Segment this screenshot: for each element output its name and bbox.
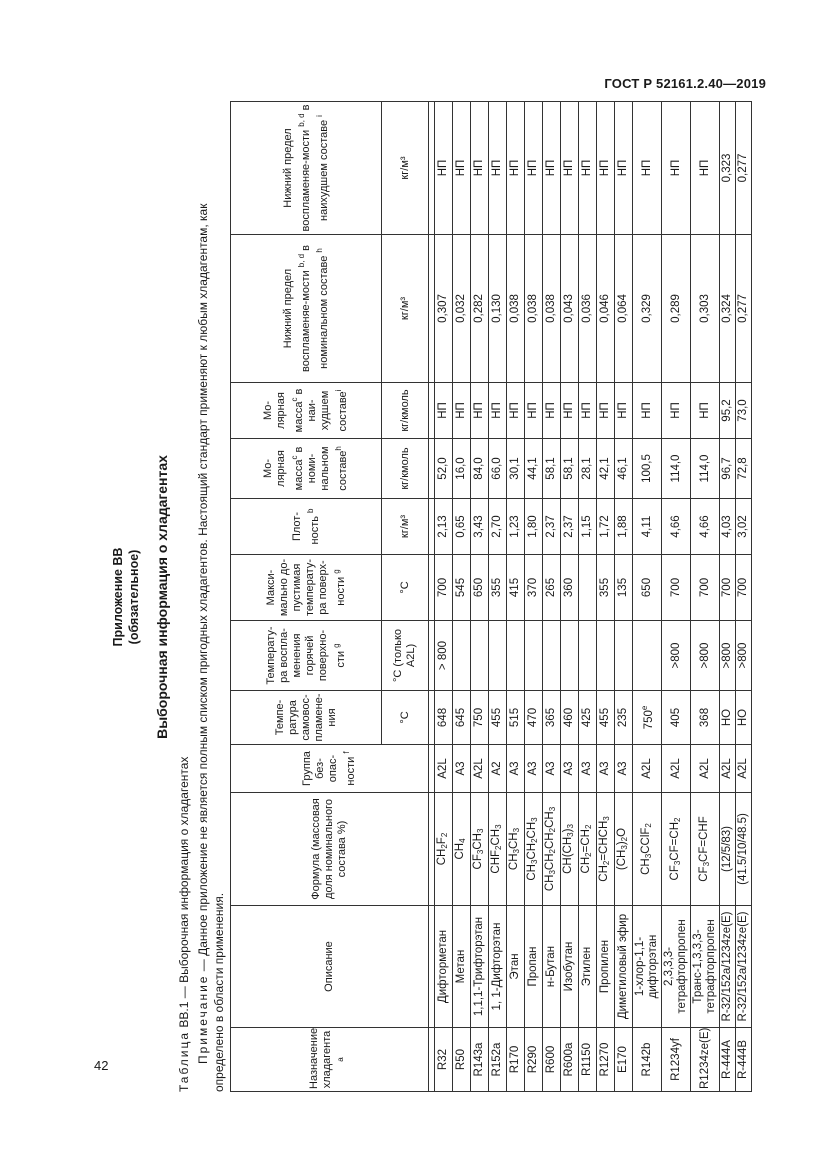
cell-molar-nominal: 42,1 bbox=[597, 439, 615, 499]
cell-hot-surface: >800 bbox=[662, 621, 691, 691]
cell-lfl-nominal: 0,038 bbox=[525, 235, 543, 383]
cell-formula: $CH_3CH_2CH_3$ bbox=[525, 793, 543, 906]
table-row bbox=[615, 102, 633, 1092]
cell-safety: A3 bbox=[453, 745, 471, 793]
cell-formula: $(CH_3)_2O$ bbox=[615, 793, 633, 906]
cell-safety: A3 bbox=[543, 745, 561, 793]
cell-molar-worst: НП bbox=[471, 383, 489, 439]
cell-designation: R1270 bbox=[597, 1028, 615, 1092]
cell-description: 1,1,1-Трифторэтан bbox=[471, 906, 489, 1028]
cell-autoignition: 455 bbox=[489, 691, 507, 745]
rotated-content bbox=[94, 102, 826, 1092]
cell-molar-worst: НП bbox=[435, 383, 453, 439]
cell-formula: $CF_3CH_3$ bbox=[471, 793, 489, 906]
cell-hot-surface bbox=[597, 621, 615, 691]
cell-max-surface: 700 bbox=[720, 555, 736, 621]
cell-safety: A2L bbox=[691, 745, 720, 793]
cell-description: 1-хлор-1,1-дифторэтан bbox=[633, 906, 662, 1028]
cell-autoignition: 515 bbox=[507, 691, 525, 745]
cell-max-surface: 700 bbox=[662, 555, 691, 621]
cell-density: 3,02 bbox=[736, 499, 752, 555]
cell-designation: R600 bbox=[543, 1028, 561, 1092]
cell-hot-surface bbox=[489, 621, 507, 691]
cell-autoignition: 460 bbox=[561, 691, 579, 745]
cell-lfl-worst: 0,277 bbox=[736, 102, 752, 235]
header-designation: Назначение хладагента $^a$ bbox=[231, 1028, 429, 1092]
cell-molar-nominal: 30,1 bbox=[507, 439, 525, 499]
cell-density: 1,72 bbox=[597, 499, 615, 555]
cell-designation: R170 bbox=[507, 1028, 525, 1092]
cell-formula: $CH_4$ bbox=[453, 793, 471, 906]
header-molar-worst: Мо-лярная масса$^c$ в наи-худшем составе$^i$ bbox=[231, 383, 382, 439]
cell-molar-worst: НП bbox=[633, 383, 662, 439]
cell-lfl-worst: НП bbox=[489, 102, 507, 235]
cell-lfl-worst: НП bbox=[453, 102, 471, 235]
cell-description: Транс-1,3,3,3-тетрафторпропен bbox=[691, 906, 720, 1028]
annex-label: Приложение ВВ bbox=[111, 547, 125, 647]
table-row bbox=[453, 102, 471, 1092]
cell-safety: A2L bbox=[662, 745, 691, 793]
cell-molar-worst: НП bbox=[579, 383, 597, 439]
cell-max-surface: 700 bbox=[736, 555, 752, 621]
cell-hot-surface bbox=[525, 621, 543, 691]
annex-title bbox=[110, 102, 142, 1092]
cell-lfl-worst: НП bbox=[525, 102, 543, 235]
cell-autoignition: НО bbox=[736, 691, 752, 745]
cell-formula: $CH_2=CHCH_3$ bbox=[597, 793, 615, 906]
cell-designation: R152a bbox=[489, 1028, 507, 1092]
unit-max-surface: °C bbox=[382, 555, 429, 621]
cell-molar-worst: НП bbox=[507, 383, 525, 439]
unit-lfl-nominal: кг/м³ bbox=[382, 235, 429, 383]
cell-molar-worst: 95,2 bbox=[720, 383, 736, 439]
unit-autoignition: °C bbox=[382, 691, 429, 745]
cell-autoignition: 365 bbox=[543, 691, 561, 745]
cell-description: 1, 1-Дифторэтан bbox=[489, 906, 507, 1028]
cell-lfl-nominal: 0,036 bbox=[579, 235, 597, 383]
table-row bbox=[471, 102, 489, 1092]
cell-description: Пропан bbox=[525, 906, 543, 1028]
cell-molar-nominal: 72,8 bbox=[736, 439, 752, 499]
cell-lfl-worst: НП bbox=[579, 102, 597, 235]
cell-description: Метан bbox=[453, 906, 471, 1028]
cell-lfl-worst: НП bbox=[691, 102, 720, 235]
cell-designation: R50 bbox=[453, 1028, 471, 1092]
cell-max-surface: 265 bbox=[543, 555, 561, 621]
table-row bbox=[597, 102, 615, 1092]
cell-density: 2,70 bbox=[489, 499, 507, 555]
cell-designation: R1150 bbox=[579, 1028, 597, 1092]
cell-molar-worst: НП bbox=[691, 383, 720, 439]
cell-description: 2,3,3,3-тетрафторпропен bbox=[662, 906, 691, 1028]
cell-density: 2,37 bbox=[561, 499, 579, 555]
table-row bbox=[662, 102, 691, 1092]
cell-lfl-nominal: 0,130 bbox=[489, 235, 507, 383]
cell-safety: A3 bbox=[579, 745, 597, 793]
table-row bbox=[720, 102, 736, 1092]
cell-max-surface: 650 bbox=[633, 555, 662, 621]
cell-formula: $CF_3CF=CH_2$ bbox=[662, 793, 691, 906]
cell-designation: R-444A bbox=[720, 1028, 736, 1092]
cell-molar-nominal: 46,1 bbox=[615, 439, 633, 499]
cell-safety: A2L bbox=[720, 745, 736, 793]
cell-molar-worst: НП bbox=[597, 383, 615, 439]
cell-lfl-nominal: 0,038 bbox=[543, 235, 561, 383]
cell-molar-worst: НП bbox=[489, 383, 507, 439]
cell-safety: A3 bbox=[597, 745, 615, 793]
cell-safety: A2L bbox=[633, 745, 662, 793]
annex-status: (обязательное) bbox=[127, 549, 141, 645]
table-caption-text: ВВ.1 — Выборочная информация о хладагентах bbox=[177, 756, 191, 1028]
cell-molar-nominal: 114,0 bbox=[691, 439, 720, 499]
table-row bbox=[543, 102, 561, 1092]
cell-lfl-nominal: 0,277 bbox=[736, 235, 752, 383]
cell-description: Дифторметан bbox=[435, 906, 453, 1028]
cell-formula: $CH_3CClF_2$ bbox=[633, 793, 662, 906]
cell-max-surface: 355 bbox=[597, 555, 615, 621]
cell-molar-worst: НП bbox=[525, 383, 543, 439]
note bbox=[195, 102, 227, 1092]
cell-hot-surface bbox=[633, 621, 662, 691]
cell-lfl-nominal: 0,282 bbox=[471, 235, 489, 383]
cell-density: 4,66 bbox=[662, 499, 691, 555]
cell-molar-worst: НП bbox=[561, 383, 579, 439]
note-label: Примечание bbox=[196, 974, 210, 1064]
cell-hot-surface bbox=[543, 621, 561, 691]
cell-hot-surface bbox=[453, 621, 471, 691]
table-row bbox=[489, 102, 507, 1092]
cell-max-surface: 415 bbox=[507, 555, 525, 621]
cell-lfl-nominal: 0,038 bbox=[507, 235, 525, 383]
cell-hot-surface bbox=[615, 621, 633, 691]
cell-autoignition: 750e bbox=[633, 691, 662, 745]
cell-hot-surface: >800 bbox=[691, 621, 720, 691]
cell-density: 4,03 bbox=[720, 499, 736, 555]
cell-designation: R600a bbox=[561, 1028, 579, 1092]
unit-molar-nominal: кг/кмоль bbox=[382, 439, 429, 499]
cell-safety: A3 bbox=[615, 745, 633, 793]
cell-autoignition: 425 bbox=[579, 691, 597, 745]
cell-lfl-worst: НП bbox=[597, 102, 615, 235]
unit-density: кг/м³ bbox=[382, 499, 429, 555]
header-hot-surface: Температу-ра воспла-менения горячей поверхно-сти $^g$ bbox=[231, 621, 382, 691]
table-row bbox=[691, 102, 720, 1092]
cell-lfl-worst: 0,323 bbox=[720, 102, 736, 235]
cell-formula: $CH(CH_3)_3$ bbox=[561, 793, 579, 906]
cell-hot-surface: >800 bbox=[720, 621, 736, 691]
cell-max-surface bbox=[579, 555, 597, 621]
header-autoignition: Темпе-ратура самовос-пламене-ния bbox=[231, 691, 382, 745]
cell-density: 2,13 bbox=[435, 499, 453, 555]
cell-autoignition: 750 bbox=[471, 691, 489, 745]
table-row bbox=[633, 102, 662, 1092]
cell-designation: E170 bbox=[615, 1028, 633, 1092]
cell-lfl-worst: НП bbox=[471, 102, 489, 235]
table-row bbox=[736, 102, 752, 1092]
table-caption bbox=[177, 757, 191, 1092]
cell-lfl-nominal: 0,046 bbox=[597, 235, 615, 383]
cell-designation: R1234yf bbox=[662, 1028, 691, 1092]
cell-safety: A3 bbox=[561, 745, 579, 793]
cell-lfl-worst: НП bbox=[507, 102, 525, 235]
cell-hot-surface bbox=[507, 621, 525, 691]
cell-autoignition: 235 bbox=[615, 691, 633, 745]
cell-molar-nominal: 52,0 bbox=[435, 439, 453, 499]
header-description: Описание bbox=[231, 906, 429, 1028]
cell-lfl-nominal: 0,324 bbox=[720, 235, 736, 383]
cell-safety: A2L bbox=[736, 745, 752, 793]
table-row bbox=[579, 102, 597, 1092]
cell-safety: A3 bbox=[507, 745, 525, 793]
cell-formula: (12/5/83) bbox=[720, 793, 736, 906]
cell-formula: $CHF_2CH_3$ bbox=[489, 793, 507, 906]
cell-designation: R-444B bbox=[736, 1028, 752, 1092]
table-caption-label: Таблица bbox=[177, 1030, 191, 1092]
cell-density: 1,88 bbox=[615, 499, 633, 555]
cell-designation: R143a bbox=[471, 1028, 489, 1092]
header-formula: Формула (массовая доля номинального состава %) bbox=[231, 793, 429, 906]
cell-density: 2,37 bbox=[543, 499, 561, 555]
cell-description: Этан bbox=[507, 906, 525, 1028]
table-row bbox=[507, 102, 525, 1092]
cell-lfl-worst: НП bbox=[435, 102, 453, 235]
cell-lfl-worst: НП bbox=[543, 102, 561, 235]
cell-safety: A2 bbox=[489, 745, 507, 793]
cell-description: R-32/152a/1234ze(E) bbox=[736, 906, 752, 1028]
cell-lfl-nominal: 0,289 bbox=[662, 235, 691, 383]
page-number: 42 bbox=[94, 1058, 109, 1073]
cell-autoignition: 455 bbox=[597, 691, 615, 745]
header-lfl-worst: Нижний предел воспламеняе-мости $^{b, d}$ в наихудшем составе $^i$ bbox=[231, 102, 382, 235]
cell-molar-worst: НП bbox=[543, 383, 561, 439]
cell-max-surface: 355 bbox=[489, 555, 507, 621]
cell-molar-nominal: 58,1 bbox=[543, 439, 561, 499]
cell-density: 4,66 bbox=[691, 499, 720, 555]
cell-molar-worst: НП bbox=[662, 383, 691, 439]
cell-formula: $CH_2=CH_2$ bbox=[579, 793, 597, 906]
cell-hot-surface bbox=[579, 621, 597, 691]
cell-hot-surface bbox=[561, 621, 579, 691]
section-title: Выборочная информация о хладагентах bbox=[154, 455, 170, 739]
table-body bbox=[435, 102, 752, 1092]
cell-molar-nominal: 114,0 bbox=[662, 439, 691, 499]
header-molar-nominal: Мо-лярная масса$^c$ в номи-нальном составе$^h$ bbox=[231, 439, 382, 499]
cell-designation: R32 bbox=[435, 1028, 453, 1092]
cell-lfl-nominal: 0,307 bbox=[435, 235, 453, 383]
cell-molar-worst: 73,0 bbox=[736, 383, 752, 439]
cell-lfl-nominal: 0,303 bbox=[691, 235, 720, 383]
cell-density: 1,23 bbox=[507, 499, 525, 555]
cell-description: Диметиловый эфир bbox=[615, 906, 633, 1028]
cell-formula: $CF_3CF=CHF$ bbox=[691, 793, 720, 906]
cell-density: 3,43 bbox=[471, 499, 489, 555]
document-header: ГОСТ Р 52161.2.40—2019 bbox=[604, 76, 766, 91]
cell-description: Изобутан bbox=[561, 906, 579, 1028]
cell-density: 4,11 bbox=[633, 499, 662, 555]
header-lfl-nominal: Нижний предел воспламеняе-мости $^{b, d}$ в номинальном составе $^h$ bbox=[231, 235, 382, 383]
table-row bbox=[525, 102, 543, 1092]
cell-autoignition: 648 bbox=[435, 691, 453, 745]
cell-description: н-Бутан bbox=[543, 906, 561, 1028]
table-row bbox=[561, 102, 579, 1092]
cell-description: Пропилен bbox=[597, 906, 615, 1028]
cell-hot-surface: > 800 bbox=[435, 621, 453, 691]
cell-molar-nominal: 58,1 bbox=[561, 439, 579, 499]
cell-lfl-worst: НП bbox=[662, 102, 691, 235]
cell-density: 1,15 bbox=[579, 499, 597, 555]
cell-hot-surface bbox=[471, 621, 489, 691]
cell-max-surface: 360 bbox=[561, 555, 579, 621]
cell-lfl-worst: НП bbox=[615, 102, 633, 235]
cell-safety: A2L bbox=[471, 745, 489, 793]
unit-hot-surface: °C (только A2L) bbox=[382, 621, 429, 691]
cell-molar-nominal: 28,1 bbox=[579, 439, 597, 499]
cell-description: R-32/152a/1234ze(E) bbox=[720, 906, 736, 1028]
cell-density: 0,65 bbox=[453, 499, 471, 555]
cell-lfl-worst: НП bbox=[633, 102, 662, 235]
note-line-1 bbox=[195, 102, 211, 1092]
cell-designation: R290 bbox=[525, 1028, 543, 1092]
table-row bbox=[435, 102, 453, 1092]
cell-max-surface: 700 bbox=[691, 555, 720, 621]
cell-hot-surface: >800 bbox=[736, 621, 752, 691]
cell-max-surface: 370 bbox=[525, 555, 543, 621]
cell-max-surface: 700 bbox=[435, 555, 453, 621]
cell-molar-worst: НП bbox=[615, 383, 633, 439]
cell-formula: $CH_2F_2$ bbox=[435, 793, 453, 906]
cell-safety: A3 bbox=[525, 745, 543, 793]
cell-description: Этилен bbox=[579, 906, 597, 1028]
cell-formula: $CH_3CH_2CH_2CH_3$ bbox=[543, 793, 561, 906]
cell-molar-nominal: 84,0 bbox=[471, 439, 489, 499]
cell-autoignition: НО bbox=[720, 691, 736, 745]
unit-molar-worst: кг/кмоль bbox=[382, 383, 429, 439]
header-max-surface: Макси-мально до-пустимая температу-ра поверх-ности $^g$ bbox=[231, 555, 382, 621]
cell-formula: $CH_3CH_3$ bbox=[507, 793, 525, 906]
cell-autoignition: 368 bbox=[691, 691, 720, 745]
cell-lfl-nominal: 0,064 bbox=[615, 235, 633, 383]
cell-designation: R142b bbox=[633, 1028, 662, 1092]
cell-lfl-worst: НП bbox=[561, 102, 579, 235]
note-line-2: определено в области применения. bbox=[212, 892, 226, 1092]
refrigerant-table bbox=[230, 101, 752, 1092]
cell-molar-nominal: 66,0 bbox=[489, 439, 507, 499]
cell-molar-nominal: 44,1 bbox=[525, 439, 543, 499]
cell-max-surface: 650 bbox=[471, 555, 489, 621]
unit-lfl-worst: кг/м³ bbox=[382, 102, 429, 235]
cell-autoignition: 470 bbox=[525, 691, 543, 745]
cell-molar-nominal: 100,5 bbox=[633, 439, 662, 499]
cell-max-surface: 135 bbox=[615, 555, 633, 621]
cell-molar-nominal: 96,7 bbox=[720, 439, 736, 499]
cell-autoignition: 645 bbox=[453, 691, 471, 745]
cell-density: 1,80 bbox=[525, 499, 543, 555]
cell-molar-nominal: 16,0 bbox=[453, 439, 471, 499]
cell-autoignition: 405 bbox=[662, 691, 691, 745]
cell-lfl-nominal: 0,329 bbox=[633, 235, 662, 383]
note-text-1: — Данное приложение не является полным списком пригодных хладагентов. Настоящий стандарт применяют к любым хладагентам, как bbox=[196, 203, 210, 975]
cell-formula: (41.5/10/48.5) bbox=[736, 793, 752, 906]
header-safety-group: Группа без-опас-ности $^f$ bbox=[231, 745, 429, 793]
cell-molar-worst: НП bbox=[453, 383, 471, 439]
cell-lfl-nominal: 0,043 bbox=[561, 235, 579, 383]
cell-safety: A2L bbox=[435, 745, 453, 793]
cell-lfl-nominal: 0,032 bbox=[453, 235, 471, 383]
header-density: Плот-ность $^b$ bbox=[231, 499, 382, 555]
cell-designation: R1234ze(E) bbox=[691, 1028, 720, 1092]
cell-max-surface: 545 bbox=[453, 555, 471, 621]
